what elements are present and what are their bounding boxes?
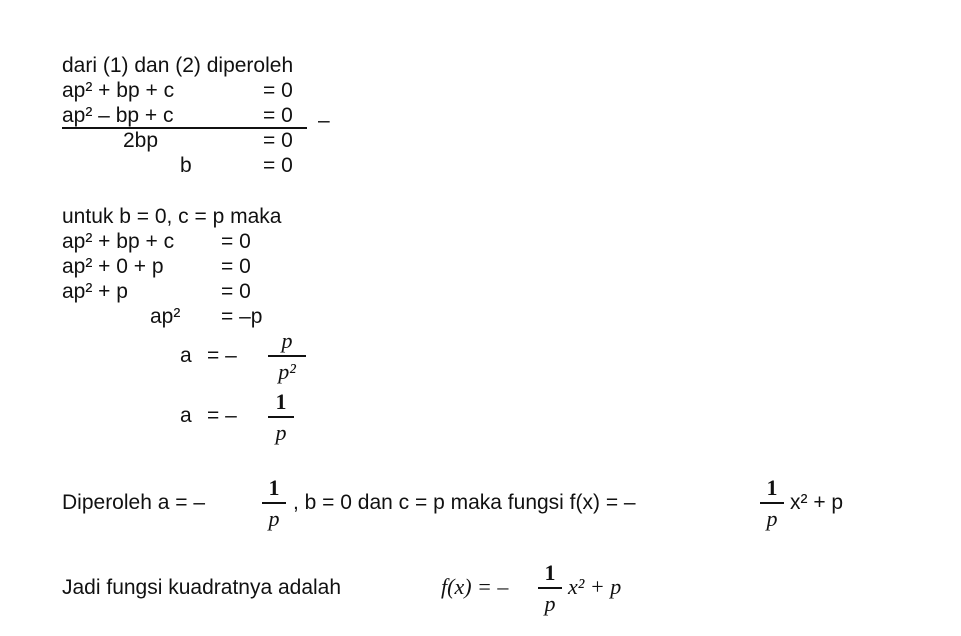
fraction-1-over-p [268, 391, 294, 444]
eq6-rhs: = 0 [221, 255, 251, 278]
eq10-equals-minus: = – [207, 404, 237, 427]
conclusion-fraction [538, 562, 562, 615]
eq9-lhs: a [180, 344, 192, 367]
eq10-lhs: a [180, 404, 192, 427]
eq8-rhs: = –p [221, 305, 263, 328]
eq2-rhs: = 0 [263, 104, 293, 127]
eq5-rhs: = 0 [221, 230, 251, 253]
result-fraction-a [262, 477, 286, 530]
eq6-lhs: ap² + 0 + p [62, 255, 164, 278]
eq4-lhs: b [180, 154, 192, 177]
result-fraction-fx [760, 477, 784, 530]
conclusion-line-end: x² + p [568, 574, 622, 599]
line-intro: dari (1) dan (2) diperoleh [62, 54, 294, 77]
fraction-p-over-p-squared [268, 330, 306, 383]
fraction-denominator: p [275, 419, 287, 445]
fraction-bar [760, 502, 784, 504]
fraction-bar [538, 587, 562, 589]
fraction-numerator: 1 [544, 560, 556, 585]
eq7-lhs: ap² + p [62, 280, 128, 303]
eq4-rhs: = 0 [263, 154, 293, 177]
eq5-lhs: ap² + bp + c [62, 230, 175, 253]
result-line-start: Diperoleh a = – [62, 491, 206, 514]
conclusion-line-start: Jadi fungsi kuadratnya adalah [62, 576, 342, 599]
fraction-denominator: p [544, 590, 556, 616]
fraction-denominator: p [268, 505, 280, 531]
fraction-bar [262, 502, 286, 504]
eq7-rhs: = 0 [221, 280, 251, 303]
fraction-denominator: p [766, 505, 778, 531]
line-substitution: untuk b = 0, c = p maka [62, 205, 282, 228]
eq1-rhs: = 0 [263, 79, 293, 102]
conclusion-fx: f(x) = – [441, 574, 509, 599]
fraction-bar [268, 355, 306, 357]
fraction-numerator: 1 [275, 389, 287, 414]
eq9-equals-minus: = – [207, 344, 237, 367]
eq8-lhs: ap² [150, 305, 181, 328]
fraction-numerator: 1 [268, 475, 280, 500]
eq3-lhs: 2bp [123, 129, 159, 152]
subtract-operator: – [318, 109, 330, 132]
fraction-numerator: 1 [766, 475, 778, 500]
fraction-bar [268, 416, 294, 418]
eq3-rhs: = 0 [263, 129, 293, 152]
fraction-numerator: p [281, 328, 293, 353]
fraction-denominator: p² [278, 358, 296, 384]
result-line-middle: , b = 0 dan c = p maka fungsi f(x) = – [293, 491, 636, 514]
eq1-lhs: ap² + bp + c [62, 79, 175, 102]
eq2-lhs: ap² – bp + c [62, 104, 174, 127]
result-line-end: x² + p [790, 491, 844, 514]
